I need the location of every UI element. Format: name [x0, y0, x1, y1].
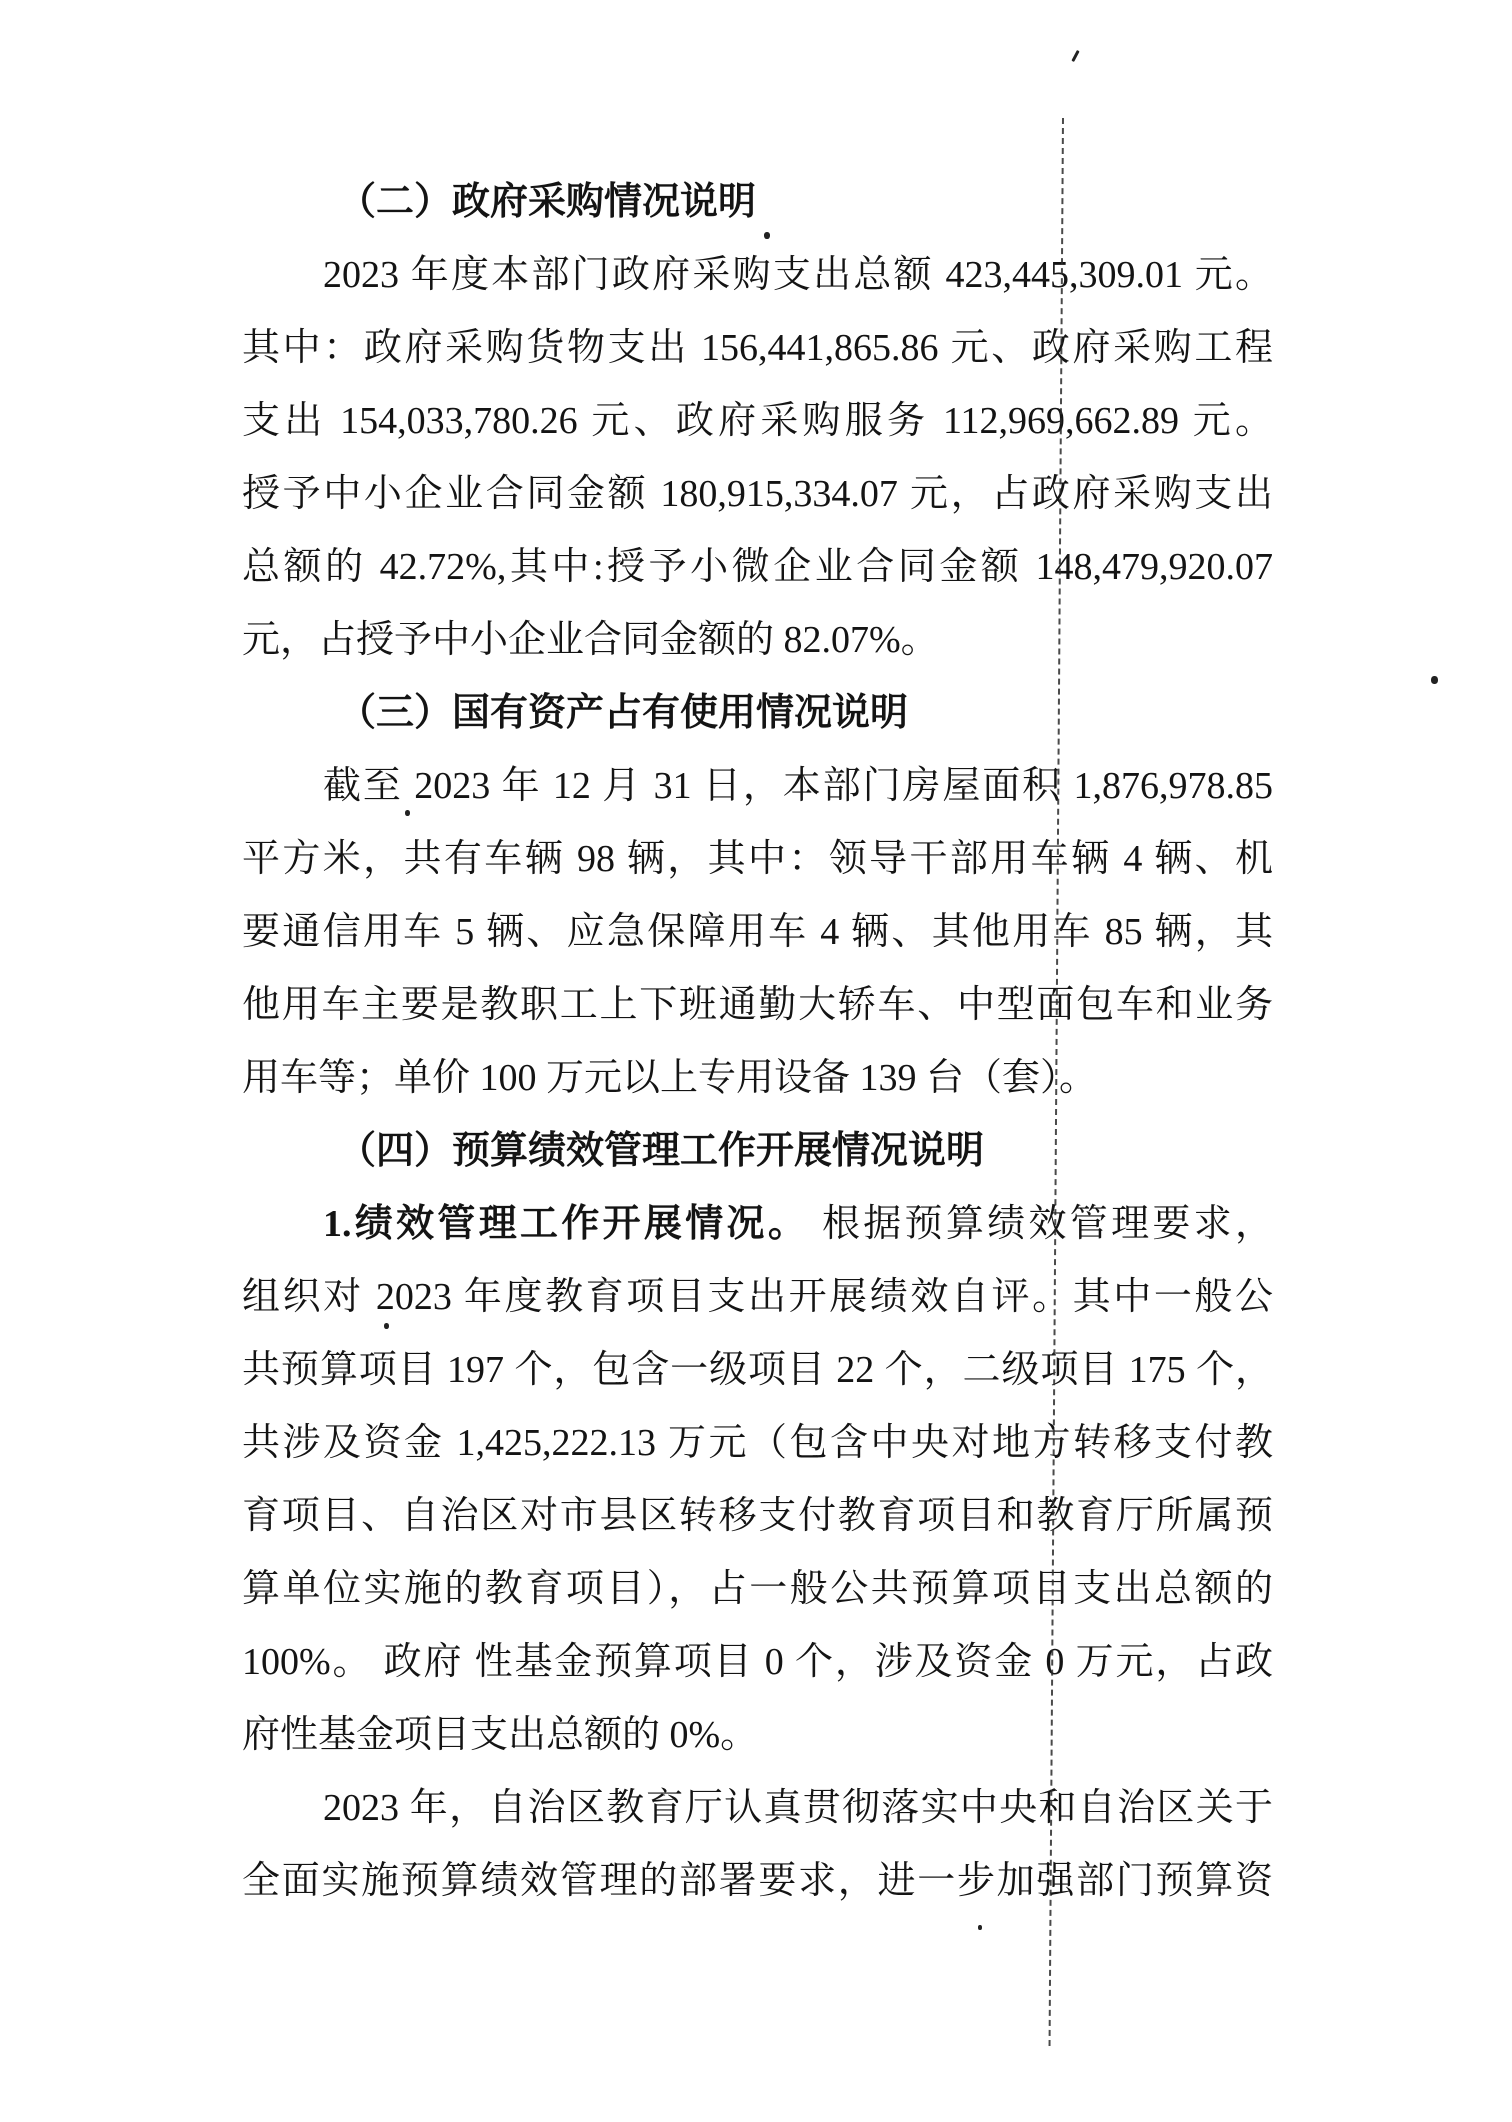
document-line-text: 根据预算绩效管理要求，	[821, 1203, 1273, 1245]
scan-speck	[384, 1323, 389, 1329]
document-line: 100%。 政府 性基金预算项目 0 个，涉及资金 0 万元，占政	[242, 1641, 1273, 1683]
scan-speck	[764, 232, 770, 239]
document-line: 平方米，共有车辆 98 辆，其中：领导干部用车辆 4 辆、机	[242, 838, 1273, 880]
document-line: 算单位实施的教育项目），占一般公共预算项目支出总额的	[242, 1568, 1273, 1610]
document-line: 用车等；单价 100 万元以上专用设备 139 台（套）。	[242, 1057, 1098, 1099]
document-line: 授予中小企业合同金额 180,915,334.07 元，占政府采购支出	[242, 473, 1273, 515]
document-line: 府性基金项目支出总额的 0%。	[242, 1714, 759, 1756]
section-heading-procurement: （二）政府采购情况说明	[338, 181, 757, 223]
scan-speck	[405, 810, 410, 816]
document-line: 他用车主要是教职工上下班通勤大轿车、中型面包车和业务	[242, 984, 1273, 1026]
document-line: 元，占授予中小企业合同金额的 82.07%。	[242, 619, 939, 661]
document-line: 共预算项目 197 个，包含一级项目 22 个，二级项目 175 个，	[242, 1349, 1273, 1391]
document-line: 其中：政府采购货物支出 156,441,865.86 元、政府采购工程	[242, 327, 1273, 369]
bold-lead-text: 1.绩效管理工作开展情况。	[323, 1203, 810, 1245]
document-line: 总额的 42.72%,其中:授予小微企业合同金额 148,479,920.07	[242, 546, 1273, 588]
document-line: 育项目、自治区对市县区转移支付教育项目和教育厅所属预	[242, 1495, 1273, 1537]
document-line	[242, 1188, 1273, 1261]
document-text-block	[242, 166, 1273, 1918]
section-heading-performance: （四）预算绩效管理工作开展情况说明	[338, 1130, 985, 1172]
document-line: 2023 年，自治区教育厅认真贯彻落实中央和自治区关于	[323, 1787, 1273, 1829]
document-line: 组织对 2023 年度教育项目支出开展绩效自评。其中一般公	[242, 1276, 1273, 1318]
document-line: 共涉及资金 1,425,222.13 万元（包含中央对地方转移支付教	[242, 1422, 1273, 1464]
scan-speck	[978, 1925, 982, 1930]
document-line: 2023 年度本部门政府采购支出总额 423,445,309.01 元。	[323, 254, 1273, 296]
section-heading-state-assets: （三）国有资产占有使用情况说明	[338, 692, 909, 734]
scan-speck	[1431, 676, 1438, 684]
document-line: 截至 2023 年 12 月 31 日，本部门房屋面积 1,876,978.85	[323, 765, 1273, 807]
document-line: 要通信用车 5 辆、应急保障用车 4 辆、其他用车 85 辆，其	[242, 911, 1273, 953]
document-line: 全面实施预算绩效管理的部署要求，进一步加强部门预算资	[242, 1860, 1273, 1902]
document-line: 支出 154,033,780.26 元、政府采购服务 112,969,662.89 元。	[242, 400, 1273, 442]
scan-speck	[1071, 50, 1079, 62]
